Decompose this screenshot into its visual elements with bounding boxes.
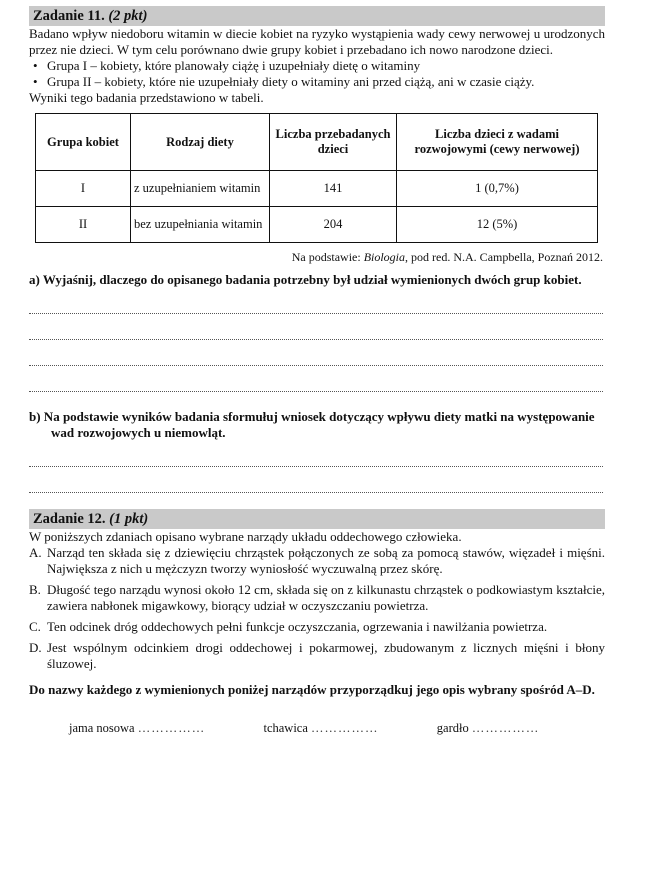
description-item [29, 545, 605, 577]
cell-diet: z uzupełnianiem witamin [131, 171, 270, 207]
cell-diet: bez uzupełniania witamin [131, 207, 270, 243]
exam-page [29, 6, 605, 736]
task-12-points: (1 pkt) [109, 511, 149, 527]
cell-defects-count: 12 (5%) [397, 207, 598, 243]
cell-defects-count: 1 (0,7%) [397, 171, 598, 207]
description-item [29, 582, 605, 614]
answer-nasal-cavity [69, 720, 205, 736]
cell-children-count: 141 [270, 171, 397, 207]
table-row [36, 207, 598, 243]
cell-group: I [36, 171, 131, 207]
header-group: Grupa kobiet [36, 114, 131, 171]
description-list [29, 545, 605, 672]
table-row [36, 171, 598, 207]
task-11-title: Zadanie 11. [33, 8, 105, 24]
answer-line[interactable] [29, 441, 603, 467]
answer-label: jama nosowa [69, 721, 135, 735]
matching-answers [29, 720, 605, 736]
header-diet: Rodzaj diety [131, 114, 270, 171]
header-defects-count: Liczba dzieci z wadami rozwojowymi (cewy nerwowej) [397, 114, 598, 171]
group-list-item: • Grupa I – kobiety, które planowały ciążę i uzupełniały dietę o witaminy [29, 58, 605, 74]
task-11-header [29, 6, 605, 26]
option-text: Jest wspólnym odcinkiem drogi oddechowej i pokarmowej, zbudowanym z licznych mięśni i błony śluzowej. [47, 640, 605, 671]
answer-trachea [263, 720, 378, 736]
description-item [29, 640, 605, 672]
answer-throat [437, 720, 540, 736]
answer-line[interactable] [29, 340, 603, 366]
answer-area-a[interactable] [29, 288, 605, 392]
answer-blank[interactable]: …………… [311, 721, 379, 735]
task-12-header [29, 509, 605, 529]
task-11-intro: Badano wpływ niedoboru witamin w diecie kobiet na ryzyko wystąpienia wady cewy nerwowej u urodzonych przez nie dzieci. W tym celu porównano dwie grupy kobiet i przebadano ich nowo narodzone dzieci. [29, 26, 605, 57]
answer-line[interactable] [29, 467, 603, 493]
question-b: b) Na podstawie wyników badania sformułuj wniosek dotyczący wpływu diety matki na występowanie wad rozwojowych u niemowląt. [29, 409, 595, 440]
option-text: Narząd ten składa się z dziewięciu chrząstek połączonych ze sobą za pomocą stawów, więzadeł i mięśni. Największa z nich u mężczyzn tworzy wyniosłość wyczuwalną przez skórę. [47, 545, 605, 576]
answer-label: gardło [436, 721, 469, 735]
answer-blank[interactable]: …………… [137, 721, 206, 735]
answer-line[interactable] [29, 314, 603, 340]
answer-line[interactable] [29, 366, 603, 392]
option-letter: D. [29, 640, 42, 655]
option-letter: C. [29, 619, 41, 634]
answer-blank[interactable]: …………… [471, 721, 540, 735]
header-children-count: Liczba przebadanych dzieci [270, 114, 397, 171]
task-12-title: Zadanie 12. [33, 511, 106, 527]
option-text: Ten odcinek dróg oddechowych pełni funkcje oczyszczania, ogrzewania i nawilżania powietrza. [47, 619, 548, 634]
option-letter: A. [29, 545, 42, 560]
option-letter: B. [29, 582, 41, 597]
source-citation [29, 249, 605, 265]
question-a: a) Wyjaśnij, dlaczego do opisanego badania potrzebny był udział wymienionych dwóch grup kobiet. [29, 272, 582, 287]
source-suffix: , pod red. N.A. Campbella, Poznań 2012. [405, 250, 603, 264]
task-11-points: (2 pkt) [108, 8, 148, 24]
source-title: Biologia [363, 250, 406, 264]
table-header-row [36, 114, 598, 171]
task-12-intro: W poniższych zdaniach opisano wybrane narządy układu oddechowego człowieka. [29, 529, 462, 544]
description-item [29, 619, 605, 635]
cell-children-count: 204 [270, 207, 397, 243]
answer-area-b[interactable] [29, 441, 605, 493]
task-12-question: Do nazwy każdego z wymienionych poniżej narządów przyporządkuj jego opis wybrany spośród A–D. [29, 682, 595, 697]
table-intro: Wyniki tego badania przedstawiono w tabeli. [29, 90, 264, 105]
group-list [29, 58, 605, 90]
results-table [35, 113, 598, 243]
answer-line[interactable] [29, 288, 603, 314]
cell-group: II [36, 207, 131, 243]
answer-label: tchawica [263, 721, 308, 735]
source-prefix: Na podstawie: [291, 250, 364, 264]
group-list-item: • Grupa II – kobiety, które nie uzupełniały diety o witaminy ani przed ciążą, ani w czasie ciąży. [29, 74, 605, 90]
option-text: Długość tego narządu wynosi około 12 cm, składa się on z kilkunastu chrząstek o podkowiastym kształcie, zawiera nabłonek migawkowy, biorący udział w oczyszczaniu powietrza. [47, 582, 605, 613]
